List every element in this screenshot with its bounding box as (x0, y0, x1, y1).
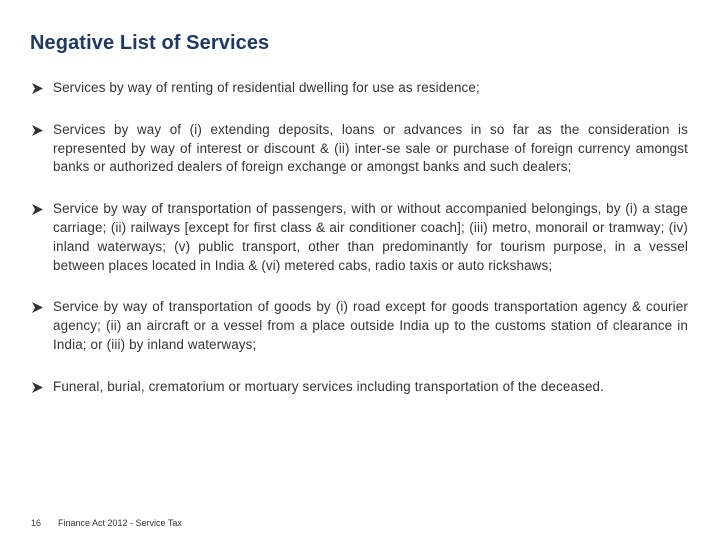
arrowhead-bullet-icon (31, 124, 44, 137)
arrowhead-bullet-icon (31, 203, 44, 216)
slide-title: Negative List of Services (30, 32, 270, 54)
bullet-text: Funeral, burial, crematorium or mortuary services including transportation of the deceased. (53, 378, 605, 394)
bullet-item (31, 298, 688, 354)
arrowhead-bullet-icon (31, 82, 44, 95)
arrowhead-bullet-icon (31, 381, 44, 394)
bullet-item (31, 378, 688, 397)
page-number: 16 (31, 518, 42, 528)
bullet-item (31, 79, 688, 98)
bullet-list (31, 79, 688, 420)
bullet-text: Service by way of transportation of goods by (i) road except for goods transportation agency & courier agency; (ii) an aircraft or a vessel from a place outside India up to the customs station of clearance in India; or (iii) by inland waterways; (53, 299, 688, 352)
bullet-item (31, 121, 688, 177)
footer-text: Finance Act 2012 - Service Tax (58, 518, 182, 528)
arrowhead-bullet-icon (31, 301, 44, 314)
bullet-text: Service by way of transportation of passengers, with or without accompanied belongings, by (i) a stage carriage; (ii) railways [except for first class & air conditioner coach]; (iii) metro, monorail or tramway; (iv) inland waterways; (v) public transport, other than predominantly for tourism purpose, in a vessel between places located in India & (vi) metered cabs, radio taxis or auto rickshaws; (53, 201, 688, 273)
bullet-item (31, 200, 688, 275)
bullet-text: Services by way of renting of residential dwelling for use as residence; (53, 80, 480, 95)
bullet-text: Services by way of (i) extending deposits, loans or advances in so far as the consideration is represented by way of interest or discount & (ii) inter-se sale or purchase of foreign currency amongst banks or authorized dealers of foreign exchange or amongst banks and such dealers; (53, 121, 688, 175)
